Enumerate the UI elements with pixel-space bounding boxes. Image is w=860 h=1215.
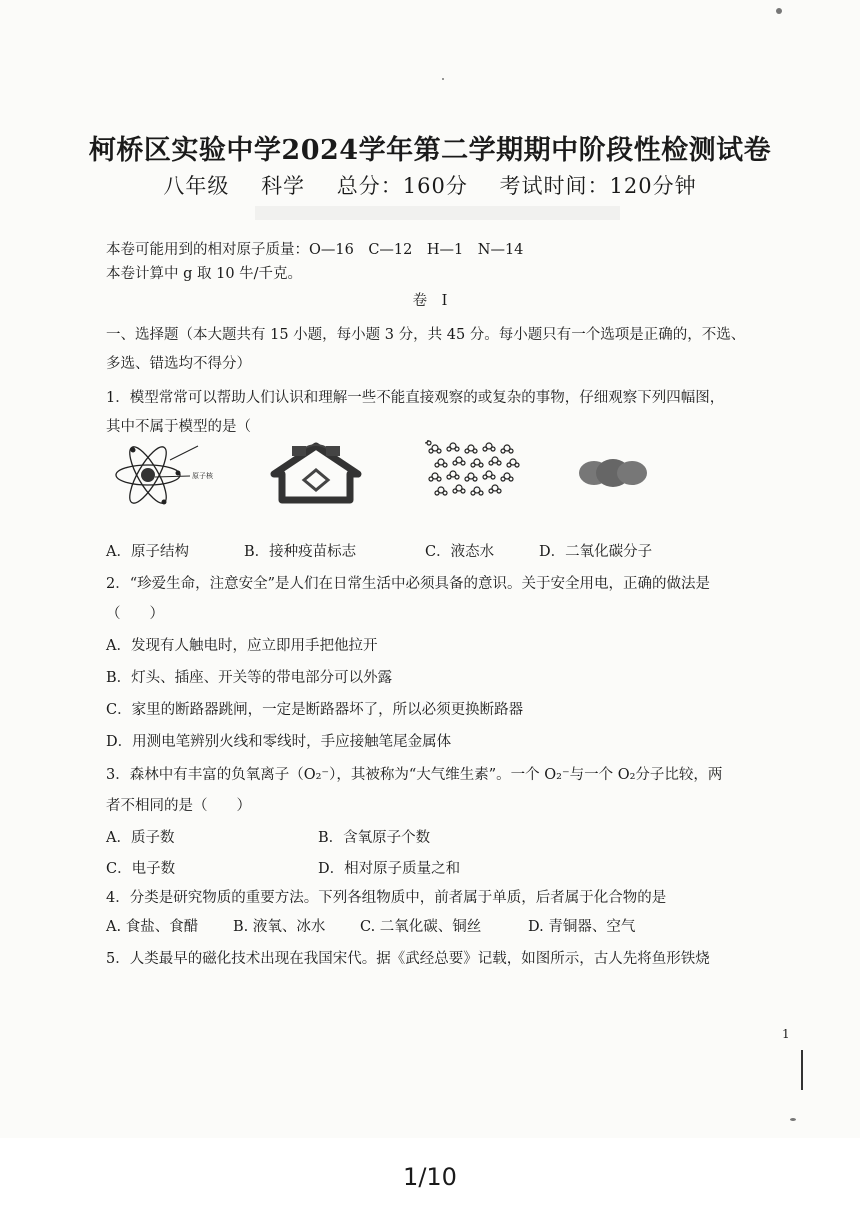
- exam-time-label: 考试时间：120分钟: [499, 174, 697, 198]
- q1-option-c: C．液态水: [425, 544, 495, 560]
- q2-option-a: A．发现有人触电时，应立即用手把他拉开: [106, 638, 378, 654]
- q3-stem-line2: 者不相同的是（ ）: [106, 798, 251, 814]
- q2-option-c: C．家里的断路器跳闸，一定是断路器坏了，所以必须更换断路器: [106, 702, 524, 718]
- section-one-line1: 一、选择题（本大题共有 15 小题，每小题 3 分，共 45 分。每小题只有一个选项是正确的，不选、: [106, 327, 746, 343]
- q1-option-a: A．原子结构: [106, 544, 189, 560]
- scan-edge-line: [801, 1050, 803, 1090]
- q3-stem-line1: 3．森林中有丰富的负氧离子（O₂⁻），其被称为“大气维生素”。一个 O₂⁻与一个 O₂分子比较，两: [106, 767, 723, 783]
- liquid-water-figure: [425, 440, 521, 504]
- gravity-note: 本卷计算中 g 取 10 牛/千克。: [106, 266, 303, 282]
- scan-speck: [776, 8, 782, 14]
- q2-stem-line2: （ ）: [106, 606, 164, 622]
- scan-speck: [442, 78, 444, 80]
- q4-option-d: D. 青铜器、空气: [528, 919, 636, 935]
- atom-nucleus-label: 原子核: [192, 472, 213, 480]
- atomic-masses-note: 本卷可能用到的相对原子质量：O—16 C—12 H—1 N—14: [106, 242, 524, 258]
- q1-option-d: D．二氧化碳分子: [539, 544, 653, 560]
- q1-option-b: B．接种疫苗标志: [244, 544, 357, 560]
- section-one-line2: 多选、错选均不得分）: [106, 356, 251, 372]
- q4-option-a: A. 食盐、食醋: [106, 919, 199, 935]
- q3-option-a: A．质子数: [106, 830, 175, 846]
- q3-option-c: C．电子数: [106, 861, 176, 877]
- q1-stem-line2: 其中不属于模型的是（: [106, 419, 251, 435]
- scan-blur-band: [255, 206, 620, 220]
- scan-speck: [790, 1118, 796, 1121]
- exam-title: 柯桥区实验中学2024学年第二学期期中阶段性检测试卷: [88, 135, 772, 166]
- q4-option-c: C. 二氧化碳、铜丝: [360, 919, 482, 935]
- q1-stem-line1: 1．模型常常可以帮助人们认识和理解一些不能直接观察的或复杂的事物，仔细观察下列四幅图，: [106, 390, 725, 406]
- q2-stem-line1: 2．“珍爱生命，注意安全”是人们在日常生活中必须具备的意识。关于安全用电，正确的做法是: [106, 576, 711, 592]
- q2-option-d: D．用测电笔辨别火线和零线时，手应接触笔尾金属体: [106, 734, 452, 750]
- page-indicator: 1/10: [403, 1163, 457, 1191]
- co2-molecule-figure: [578, 456, 648, 490]
- vaccination-sign-figure: [268, 440, 364, 506]
- exam-subtitle: [0, 170, 860, 200]
- q4-option-b: B. 液氧、冰水: [233, 919, 326, 935]
- atom-structure-figure: [108, 440, 238, 510]
- q3-option-d: D．相对原子质量之和: [318, 861, 461, 877]
- q2-option-b: B．灯头、插座、开关等的带电部分可以外露: [106, 670, 393, 686]
- q4-stem-line1: 4．分类是研究物质的重要方法。下列各组物质中，前者属于单质，后者属于化合物的是: [106, 890, 667, 906]
- subject-label: 科学: [261, 174, 306, 198]
- total-score-label: 总分：160分: [336, 174, 468, 198]
- section-label: 卷 I: [412, 293, 448, 309]
- grade-label: 八年级: [163, 174, 230, 198]
- q3-option-b: B．含氧原子个数: [318, 830, 431, 846]
- side-page-number: 1: [782, 1027, 790, 1041]
- q5-stem-line1: 5．人类最早的磁化技术出现在我国宋代。据《武经总要》记载，如图所示，古人先将鱼形铁烧: [106, 951, 710, 967]
